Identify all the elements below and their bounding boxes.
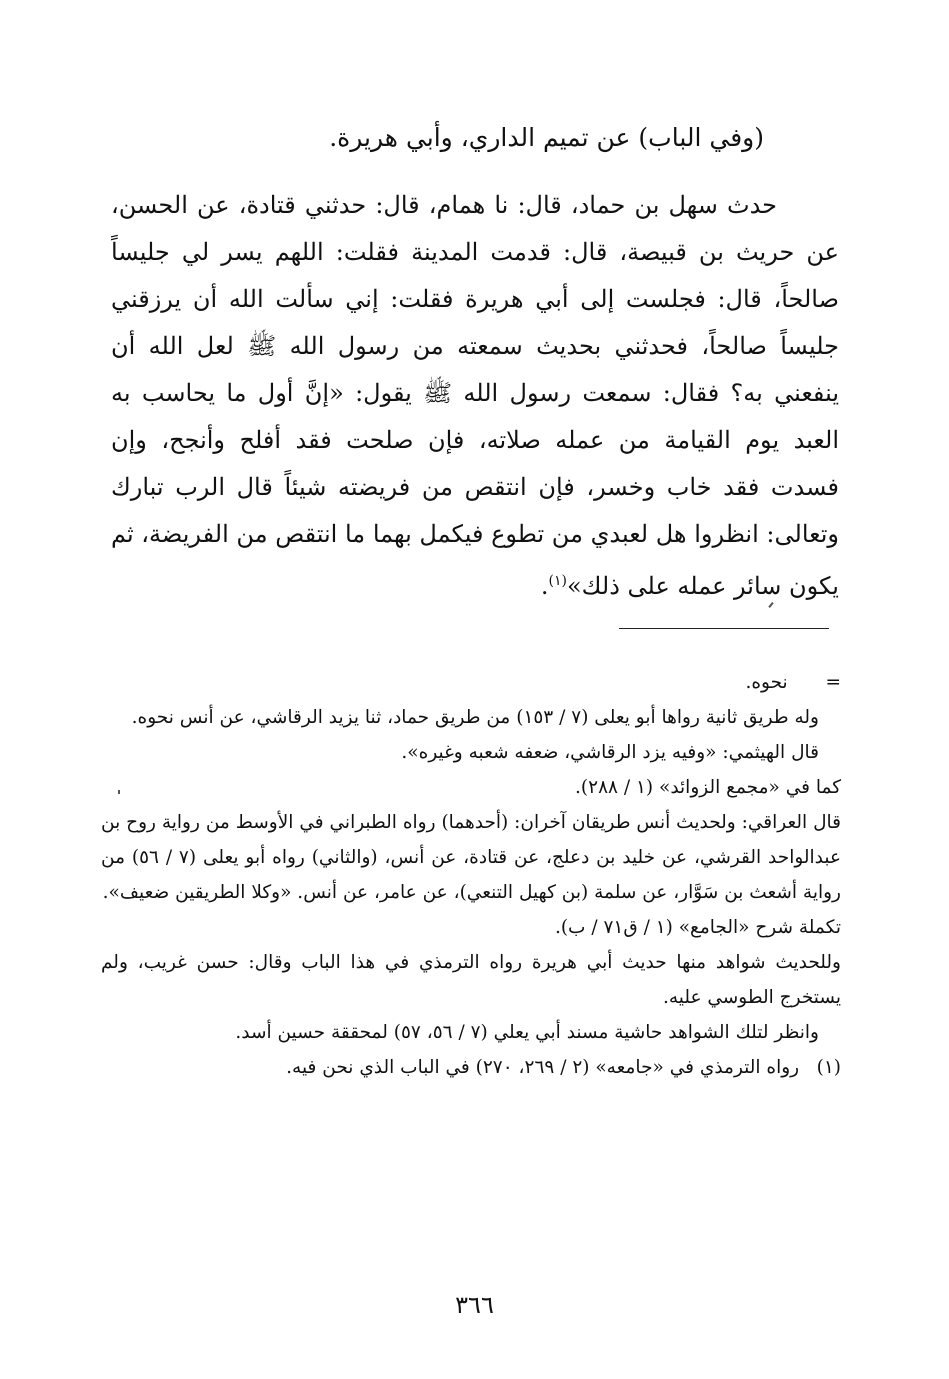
continuation-marker: =: [825, 672, 841, 693]
footnote-line: نحوه.: [745, 672, 788, 693]
footnote-continuation: [101, 665, 841, 700]
section-heading: (وفي الباب) عن تميم الداري، وأبي هريرة.: [329, 123, 764, 152]
main-hadith-paragraph: حدث سهل بن حماد، قال: نا همام، قال: حدثني قتادة، عن الحسن، عن حريث بن قبيصة، قال: قدمت المدينة فقلت: اللهم يسر لي جليساً صالحاً، قال: فجلست إلى أبي هريرة فقلت: إني سألت الله أن يرزقني جليساً صالحاً، فحدثني بحديث سمعته من رسول الله ﷺ لعل الله أن ينفعني به؟ فقال: سمعت رسول الله ﷺ يقول: «إنَّ أول ما يحاسب به العبد يوم القيامة من عمله صلاته، فإن صلحت فقد أفلح وأنجح، وإن فسدت فقد خاب وخسر، فإن انتقص من فريضته شيئاً قال الرب تبارك وتعالى: انظروا هل لعبدي من تطوع فيكمل بهما ما انتقص من الفريضة، ثم يكون سائر عمله على ذلك»$^{(١)}$.: [111, 191, 839, 600]
footnote-line: تكملة شرح «الجامع» (١ / ق٧١ / ب).: [554, 917, 841, 938]
footnote-text: رواه الترمذي في «جامعه» (٢ / ٢٦٩، ٢٧٠) في الباب الذي نحن فيه.: [286, 1057, 800, 1078]
footnote-line: قال الهيثمي: «وفيه يزد الرقاشي، ضعفه شعبه وغيره».: [401, 742, 819, 763]
footnote-line: قال العراقي: ولحديث أنس طريقان آخران: (أحدهما) رواه الطبراني في الأوسط من رواية روح بن عبدالواحد القرشي، عن خليد بن دعلج، عن قتادة، عن أنس، (والثاني) رواه أبو يعلى (٧ / ٥٦) من رواية أشعث بن سَوَّار، عن سلمة (بن كهيل التنعي)، عن عامر، عن أنس. «وكلا الطريقين ضعيف».: [101, 812, 842, 903]
footnote-1: [101, 1050, 841, 1085]
footnote-line: وللحديث شواهد منها حديث أبي هريرة رواه الترمذي في هذا الباب وقال: حسن غريب، ولم يستخرج الطوسي عليه.: [101, 952, 841, 1008]
main-paragraph-text: حدث سهل بن حماد، قال: نا همام، قال: حدثني قتادة، عن الحسن، عن حريث بن قبيصة، قال: قدمت المدينة فقلت: اللهم يسر لي جليساً صالحاً، قال: فجلست إلى أبي هريرة فقلت: إني سألت الله أن يرزقني جليساً صالحاً، فحدثني بحديث سمعته من رسول الله ﷺ لعل الله أن ينفعني به؟ فقال: سمعت رسول الله ﷺ يقول: «إنَّ أول ما يحاسب به العبد يوم القيامة من عمله صلاته، فإن صلحت فقد أفلح وأنجح، وإن فسدت فقد خاب وخسر، فإن انتقص من فريضته شيئاً قال الرب تبارك وتعالى: انظروا هل لعبدي من تطوع فيكمل بهما ما انتقص من الفريضة، ثم يكون سائر عمله على ذلك»: [111, 191, 839, 600]
footnote-reference: (١): [548, 573, 567, 589]
scan-speck: [118, 790, 120, 794]
footnote-separator: [619, 628, 829, 629]
footnotes-block: [101, 665, 841, 1085]
footnote-line: كما في «مجمع الزوائد» (١ / ٢٨٨).: [575, 777, 841, 798]
footnote-line: وانظر لتلك الشواهد حاشية مسند أبي يعلي (٧ / ٥٦، ٥٧) لمحققة حسين أسد.: [235, 1022, 819, 1043]
footnote-line: وله طريق ثانية رواها أبو يعلى (٧ / ١٥٣) من طريق حماد، ثنا يزيد الرقاشي، عن أنس نحوه.: [131, 707, 819, 728]
page-number: ٣٦٦: [455, 1291, 494, 1319]
footnote-number: (١): [816, 1057, 841, 1078]
